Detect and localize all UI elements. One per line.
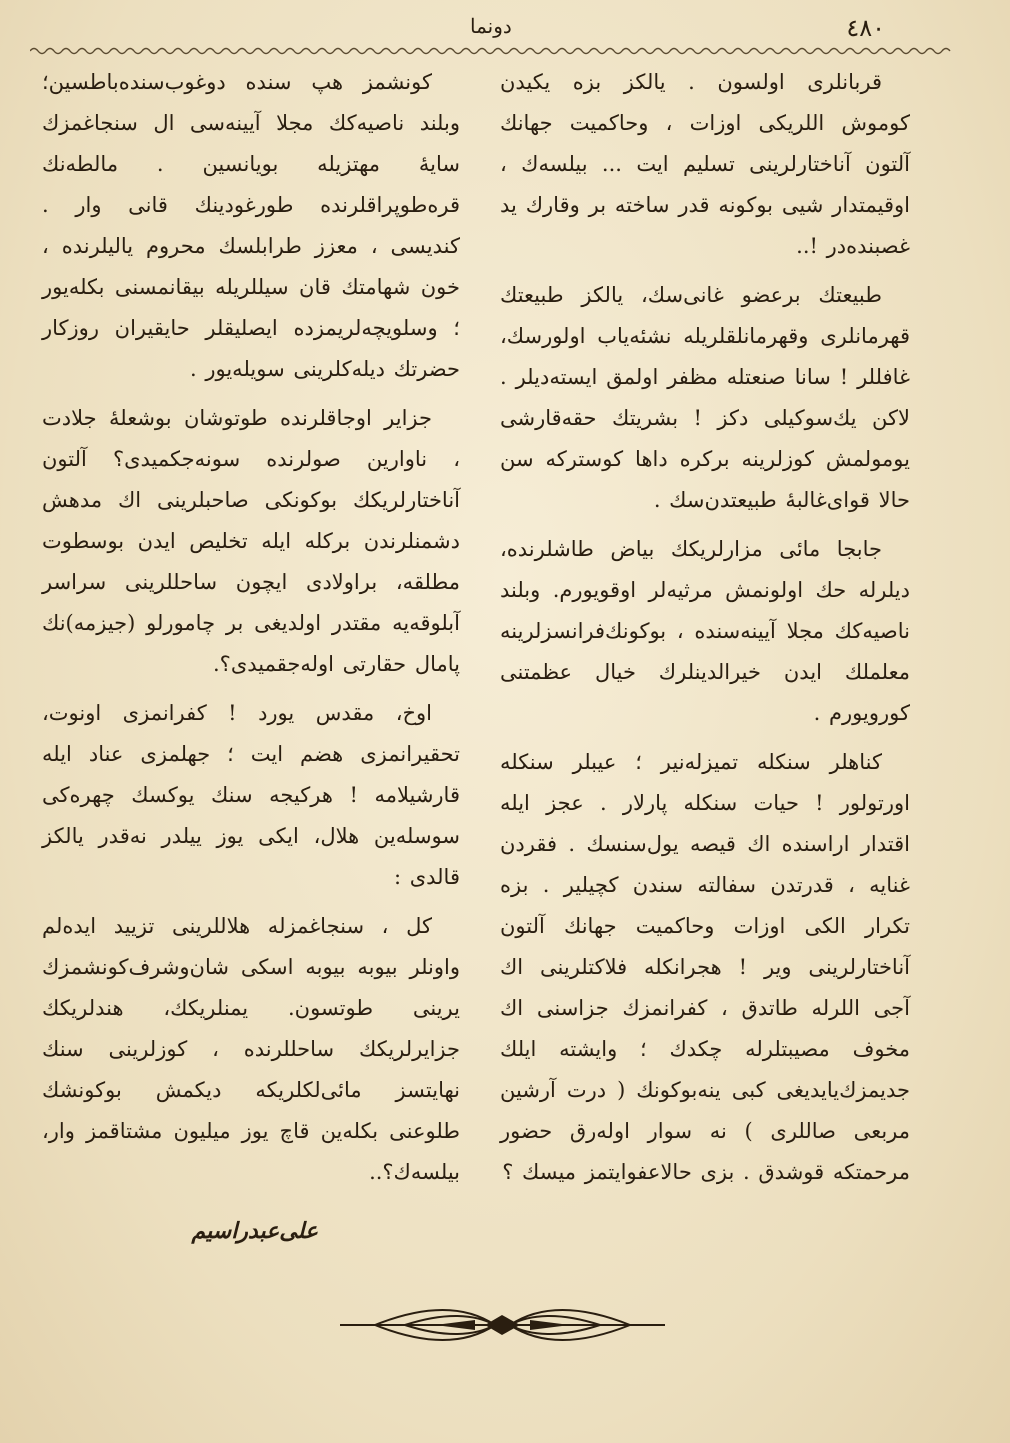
paragraph: کناهلر سنکله تمیزله‌نیر ؛ عیبلر سنکله اورتولور ! حیات سنکله پارلار . عجز ایله اقتدار اراسنده اك قیصه یول‌سنسك . فقردن غنایه ، قدرتدن سفالته سندن کچیلیر . بزه تکرار الکی اوزات وحاکمیت جهانك آلتون آناختارلرینی ویر ! هجرانکله فلاکتلرینی اك آجی اللرله طاتدق ، کفرانمزك جزاسنی اك مخوف مصیبتلرله چکدك ؛ وایشته ایلك جدیمزك‌یایدیغی کبی ینه‌بوکونك ( درت آرشین مربعی صاللری ) نه سوار اوله‌رق حضور مرحمتکه قوشدق . بزی حالاعفوایتمز میسك ؟ xyxy=(500,750,910,1184)
author-signature: علی‌عبد‌راسیم xyxy=(191,1218,318,1244)
paragraph: طبیعتك برعضو غانی‌سك، یالکز طبیعتك قهرمانلری وقهرمانلقلریله نشئه‌یاب اولورسك، غافللر ! سانا صنعتله مظفر اولمق ایسته‌دیلر . لاکن یك‌سوکیلی دکز ! بشریتك حقه‌قارشی یومولمش کوزلرینه برکره داها کوستر‌که سن حالا قوای‌غالبهٔ طبیعتدن‌سك . xyxy=(500,283,910,512)
right-text-column xyxy=(500,62,910,1193)
paragraph: اوخ، مقدس یورد ! کفرانمزی اونوت، تحقیرانمزی هضم ایت ؛ جهلمزی عناد ایله قارشیلامه ! هرکیجه سنك یوکسك چهره‌کی سوسله‌ین هلال، ایکی یوز ییلدر نه‌قدر یالکز قالدی : xyxy=(42,701,460,889)
paragraph: جزایر اوجاقلرنده طوتوشان بوشعلهٔ جلادت ، ناوارین صولرنده سونه‌جکمیدی؟ آلتون آناختارلریکك بوکونکی صاحبلرینی اك مدهش دشمنلرندن برکله ایله تخلیص ایدن بوسطوت مطلقه، براولادی ایچون ساحللرینی سراسر آبلوقه‌یه مقتدر اولدیغی بر چامورلو (جیزمه)نك پامال حقارتی اوله‌جقمیدی؟. xyxy=(42,406,460,676)
paragraph: قربانلری اولسون . یالکز بزه یکیدن کوموش اللریکی اوزات ، وحاکمیت جهانك آلتون آناختارلرینی تسلیم ایت ... بیلسه‌ك ، اوقیمتدار شیی بوکونه قدر ساخته بر وقارك ید غصبنده‌در !.. xyxy=(500,70,910,258)
wavy-header-rule xyxy=(30,44,990,58)
paragraph: جابجا مائی مزارلریکك بیاض طاشلرنده، دیلرله حك اولونمش مرثیه‌لر اوقویورم. وبلند ناصیه‌كك مجلا آیینه‌سنده ، بوکونك‌فرانسزلرینه معلملك ایدن خیرالدینلرك خیال عظمتنی کورویورم . xyxy=(500,537,910,725)
left-text-column xyxy=(42,62,460,1193)
page-header xyxy=(0,6,1010,46)
paragraph: کونشمز هپ سنده دوغوب‌سنده‌باطسین؛ وبلند ناصیه‌كك مجلا آیینه‌سی ال سنجاغمزك سایهٔ مهتزیله بویانسین . مالطه‌نك قره‌طوپراقلرنده طورغودینك قانی وار . کندیسی ، معزز طرابلسك محروم یالیلرنده ، خون شهامتك قان سیللریله بیقانمسنی بکله‌یور ؛ وسلویچه‌لریمزده ایصلیقلر حایقیران روزکار حضرتك دیله‌کلرینی سویله‌یور . xyxy=(42,70,460,381)
ornament-divider-icon xyxy=(335,1300,670,1350)
paragraph: کل ، سنجاغمزله هلاللرینی تزیید ایده‌لم واونلر بیوبه بیوبه اسکی شان‌وشرف‌کونشمزك یرینی طوتسون. یمنلریکك، هندلریکك جزایرلریکك ساحللرنده ، کوزلرینی سنك نهایتسز مائی‌لکلریکه دیکمش بوکونشك طلوعنی بکله‌ین قاچ یوز میلیون مشتاقمز وار، بیلسه‌ك؟.. xyxy=(42,914,460,1184)
page-number: ٤٨٠ xyxy=(846,14,885,42)
running-title: دونما xyxy=(470,14,512,38)
